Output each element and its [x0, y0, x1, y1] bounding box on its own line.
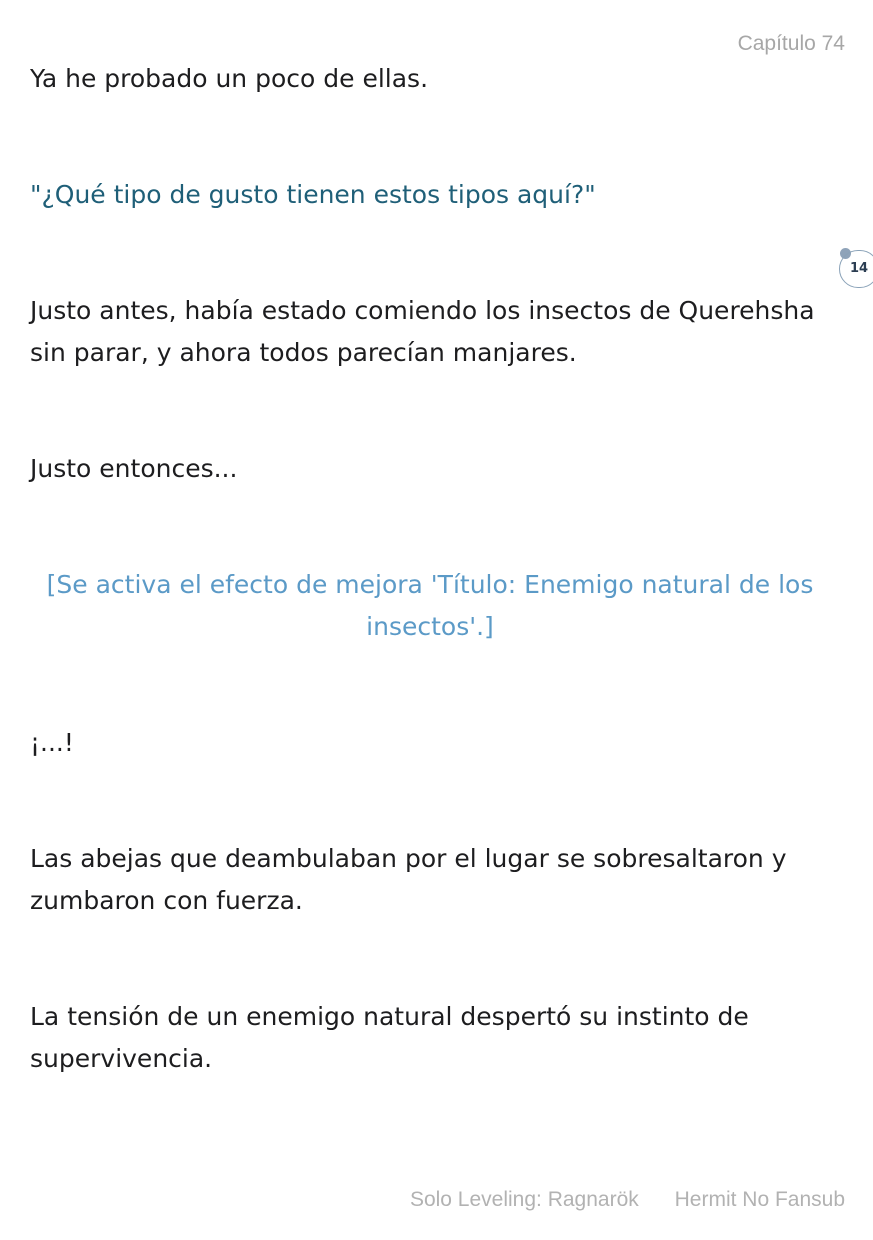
- dialogue-line: "¿Qué tipo de gusto tienen estos tipos aquí?": [30, 180, 596, 209]
- chapter-label: Capítulo 74: [737, 32, 845, 55]
- book-title: Solo Leveling: Ragnarök: [409, 1188, 639, 1211]
- paragraph: Las abejas que deambulaban por el lugar se sobresaltaron y zumbaron con fuerza.: [30, 844, 787, 915]
- paragraph: Justo entonces...: [30, 454, 238, 483]
- system-message: [Se activa el efecto de mejora 'Título: Enemigo natural de los insectos'.]: [46, 570, 814, 641]
- chapter-text: [30, 58, 830, 1080]
- paragraph: La tensión de un enemigo natural despertó su instinto de supervivencia.: [30, 1002, 749, 1073]
- translator-credit: Hermit No Fansub: [674, 1188, 845, 1211]
- paragraph: Justo antes, había estado comiendo los insectos de Querehsha sin parar, y ahora todos parecían manjares.: [30, 296, 815, 367]
- page-footer: [410, 1188, 845, 1212]
- paragraph: Ya he probado un poco de ellas.: [30, 64, 429, 93]
- page-number-badge[interactable]: 14: [839, 250, 873, 288]
- paragraph: ¡...!: [30, 728, 74, 757]
